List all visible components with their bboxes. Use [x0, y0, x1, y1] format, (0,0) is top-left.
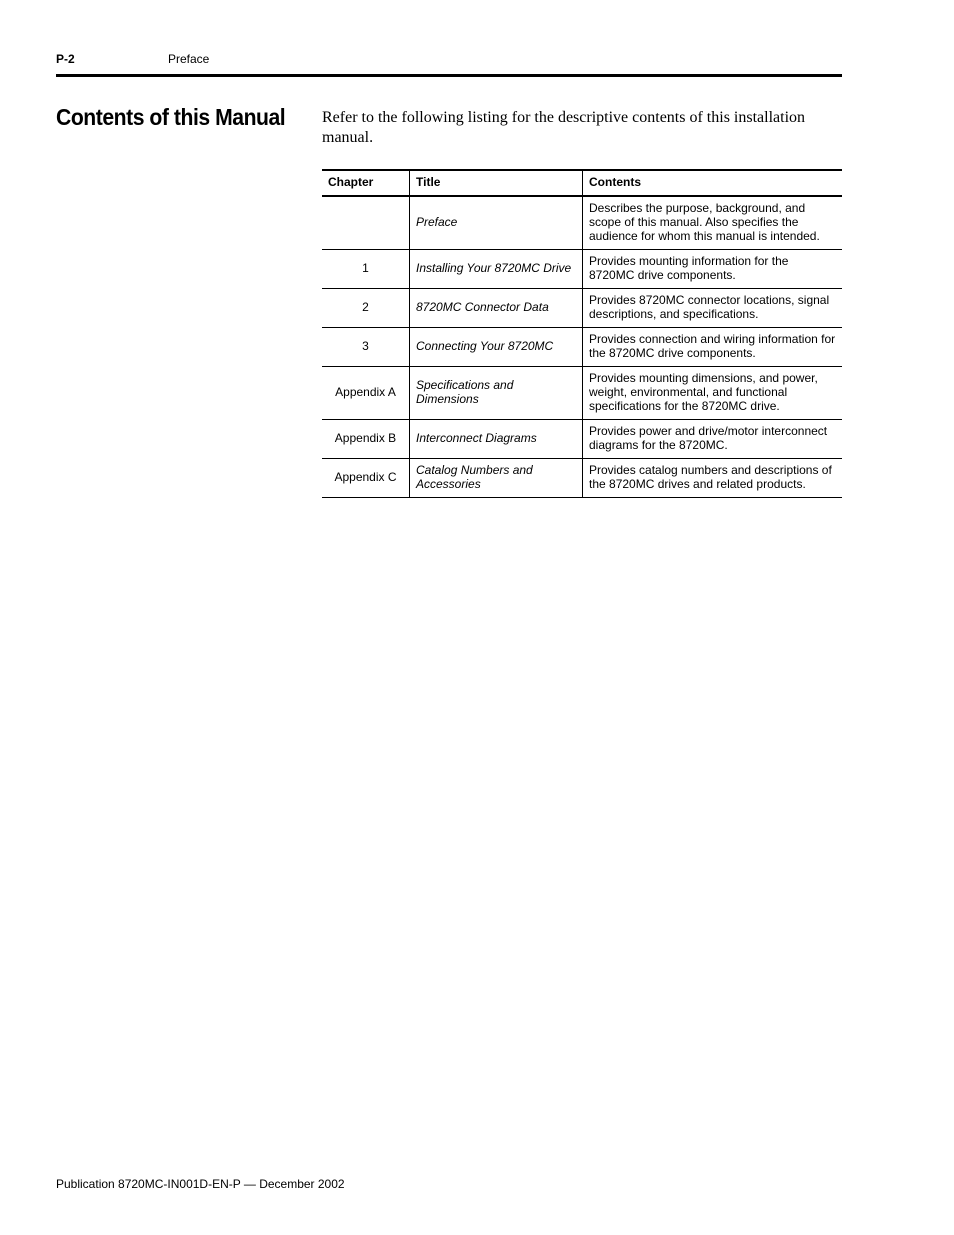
column-header-title: Title — [410, 170, 583, 196]
intro-paragraph: Refer to the following listing for the descriptive contents of this installation manual. — [322, 109, 806, 146]
title-cell: Catalog Numbers and Accessories — [410, 458, 583, 497]
page-number: P-2 — [56, 52, 75, 66]
contents-cell: Provides 8720MC connector locations, signal descriptions, and specifications. — [583, 288, 843, 327]
chapter-cell — [322, 196, 410, 249]
chapter-cell: Appendix A — [322, 366, 410, 419]
chapter-cell: Appendix C — [322, 458, 410, 497]
publication-footer: Publication 8720MC-IN001D-EN-P — December 2002 — [56, 1177, 345, 1191]
table-row — [322, 196, 842, 249]
contents-cell: Provides catalog numbers and descriptions of the 8720MC drives and related products. — [583, 458, 843, 497]
chapter-cell: 3 — [322, 327, 410, 366]
table-row — [322, 419, 842, 458]
table-row — [322, 249, 842, 288]
title-cell: 8720MC Connector Data — [410, 288, 583, 327]
title-cell: Installing Your 8720MC Drive — [410, 249, 583, 288]
title-cell: Specifications and Dimensions — [410, 366, 583, 419]
running-header-section: Preface — [168, 52, 210, 66]
chapter-cell: 2 — [322, 288, 410, 327]
title-cell: Interconnect Diagrams — [410, 419, 583, 458]
contents-cell: Describes the purpose, background, and scope of this manual. Also specifies the audience for whom this manual is intended. — [583, 196, 843, 249]
contents-cell: Provides power and drive/motor interconnect diagrams for the 8720MC. — [583, 419, 843, 458]
contents-table — [322, 169, 842, 498]
column-header-contents: Contents — [583, 170, 843, 196]
title-cell: Connecting Your 8720MC — [410, 327, 583, 366]
table-row — [322, 327, 842, 366]
contents-cell: Provides connection and wiring information for the 8720MC drive components. — [583, 327, 843, 366]
header-rule — [56, 74, 842, 77]
table-header-row — [322, 170, 842, 196]
chapter-cell: 1 — [322, 249, 410, 288]
column-header-chapter: Chapter — [322, 170, 410, 196]
table-row — [322, 366, 842, 419]
section-heading: Contents of this Manual — [56, 104, 286, 130]
table-row — [322, 458, 842, 497]
contents-cell: Provides mounting information for the 8720MC drive components. — [583, 249, 843, 288]
table-row — [322, 288, 842, 327]
title-cell: Preface — [410, 196, 583, 249]
contents-cell: Provides mounting dimensions, and power, weight, environmental, and functional specifications for the 8720MC drive. — [583, 366, 843, 419]
chapter-cell: Appendix B — [322, 419, 410, 458]
